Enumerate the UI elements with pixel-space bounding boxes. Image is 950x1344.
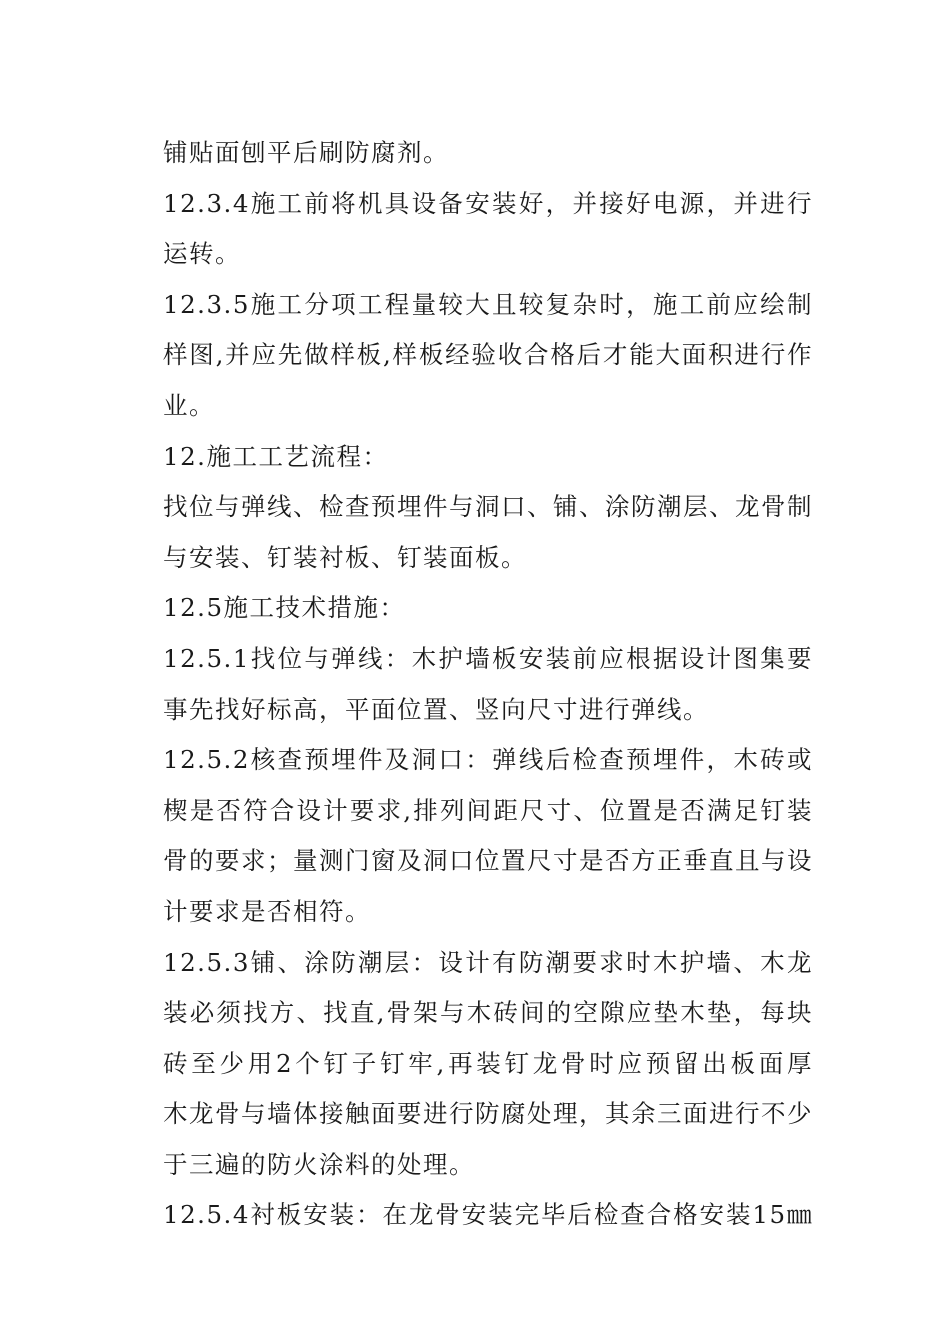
text-line: 12.5.4衬板安装：在龙骨安装完毕后检查合格安装15㎜ [163,1200,813,1230]
text-line: 12.5施工技术措施： [163,593,406,623]
text-line: 计要求是否相符。 [163,896,371,926]
text-line: 找位与弹线、检查预埋件与洞口、铺、涂防潮层、龙骨制 [163,492,813,522]
text-line: 12.5.1找位与弹线：木护墙板安装前应根据设计图集要 [163,643,813,673]
text-line: 砖至少用2个钉子钉牢,再装钉龙骨时应预留出板面厚 [163,1048,813,1078]
text-line: 12.5.2核查预埋件及洞口：弹线后检查预埋件，木砖或 [163,745,813,775]
text-line: 于三遍的防火涂料的处理。 [163,1149,475,1179]
text-line: 装必须找方、找直,骨架与木砖间的空隙应垫木垫，每块 [163,998,813,1028]
text-line: 事先找好标高，平面位置、竖向尺寸进行弹线。 [163,694,709,724]
text-line: 12.3.4施工前将机具设备安装好，并接好电源，并进行 [163,188,813,218]
text-line: 木龙骨与墙体接触面要进行防腐处理，其余三面进行不少 [163,1099,813,1129]
text-line: 楔是否符合设计要求,排列间距尺寸、位置是否满足钉装 [163,795,813,825]
document-body [163,128,813,1241]
text-line: 12.3.5施工分项工程量较大且较复杂时，施工前应绘制 [163,289,813,319]
text-line: 样图,并应先做样板,样板经验收合格后才能大面积进行作 [163,340,813,370]
text-line: 铺贴面刨平后刷防腐剂。 [163,138,449,167]
text-line: 骨的要求；量测门窗及洞口位置尺寸是否方正垂直且与设 [163,846,813,876]
text-line: 业。 [163,390,215,420]
text-line: 12.施工工艺流程： [163,441,389,471]
text-line: 与安装、钉装衬板、钉装面板。 [163,542,527,572]
text-line: 12.5.3铺、涂防潮层：设计有防潮要求时木护墙、木龙 [163,947,813,977]
text-line: 运转。 [163,239,241,269]
